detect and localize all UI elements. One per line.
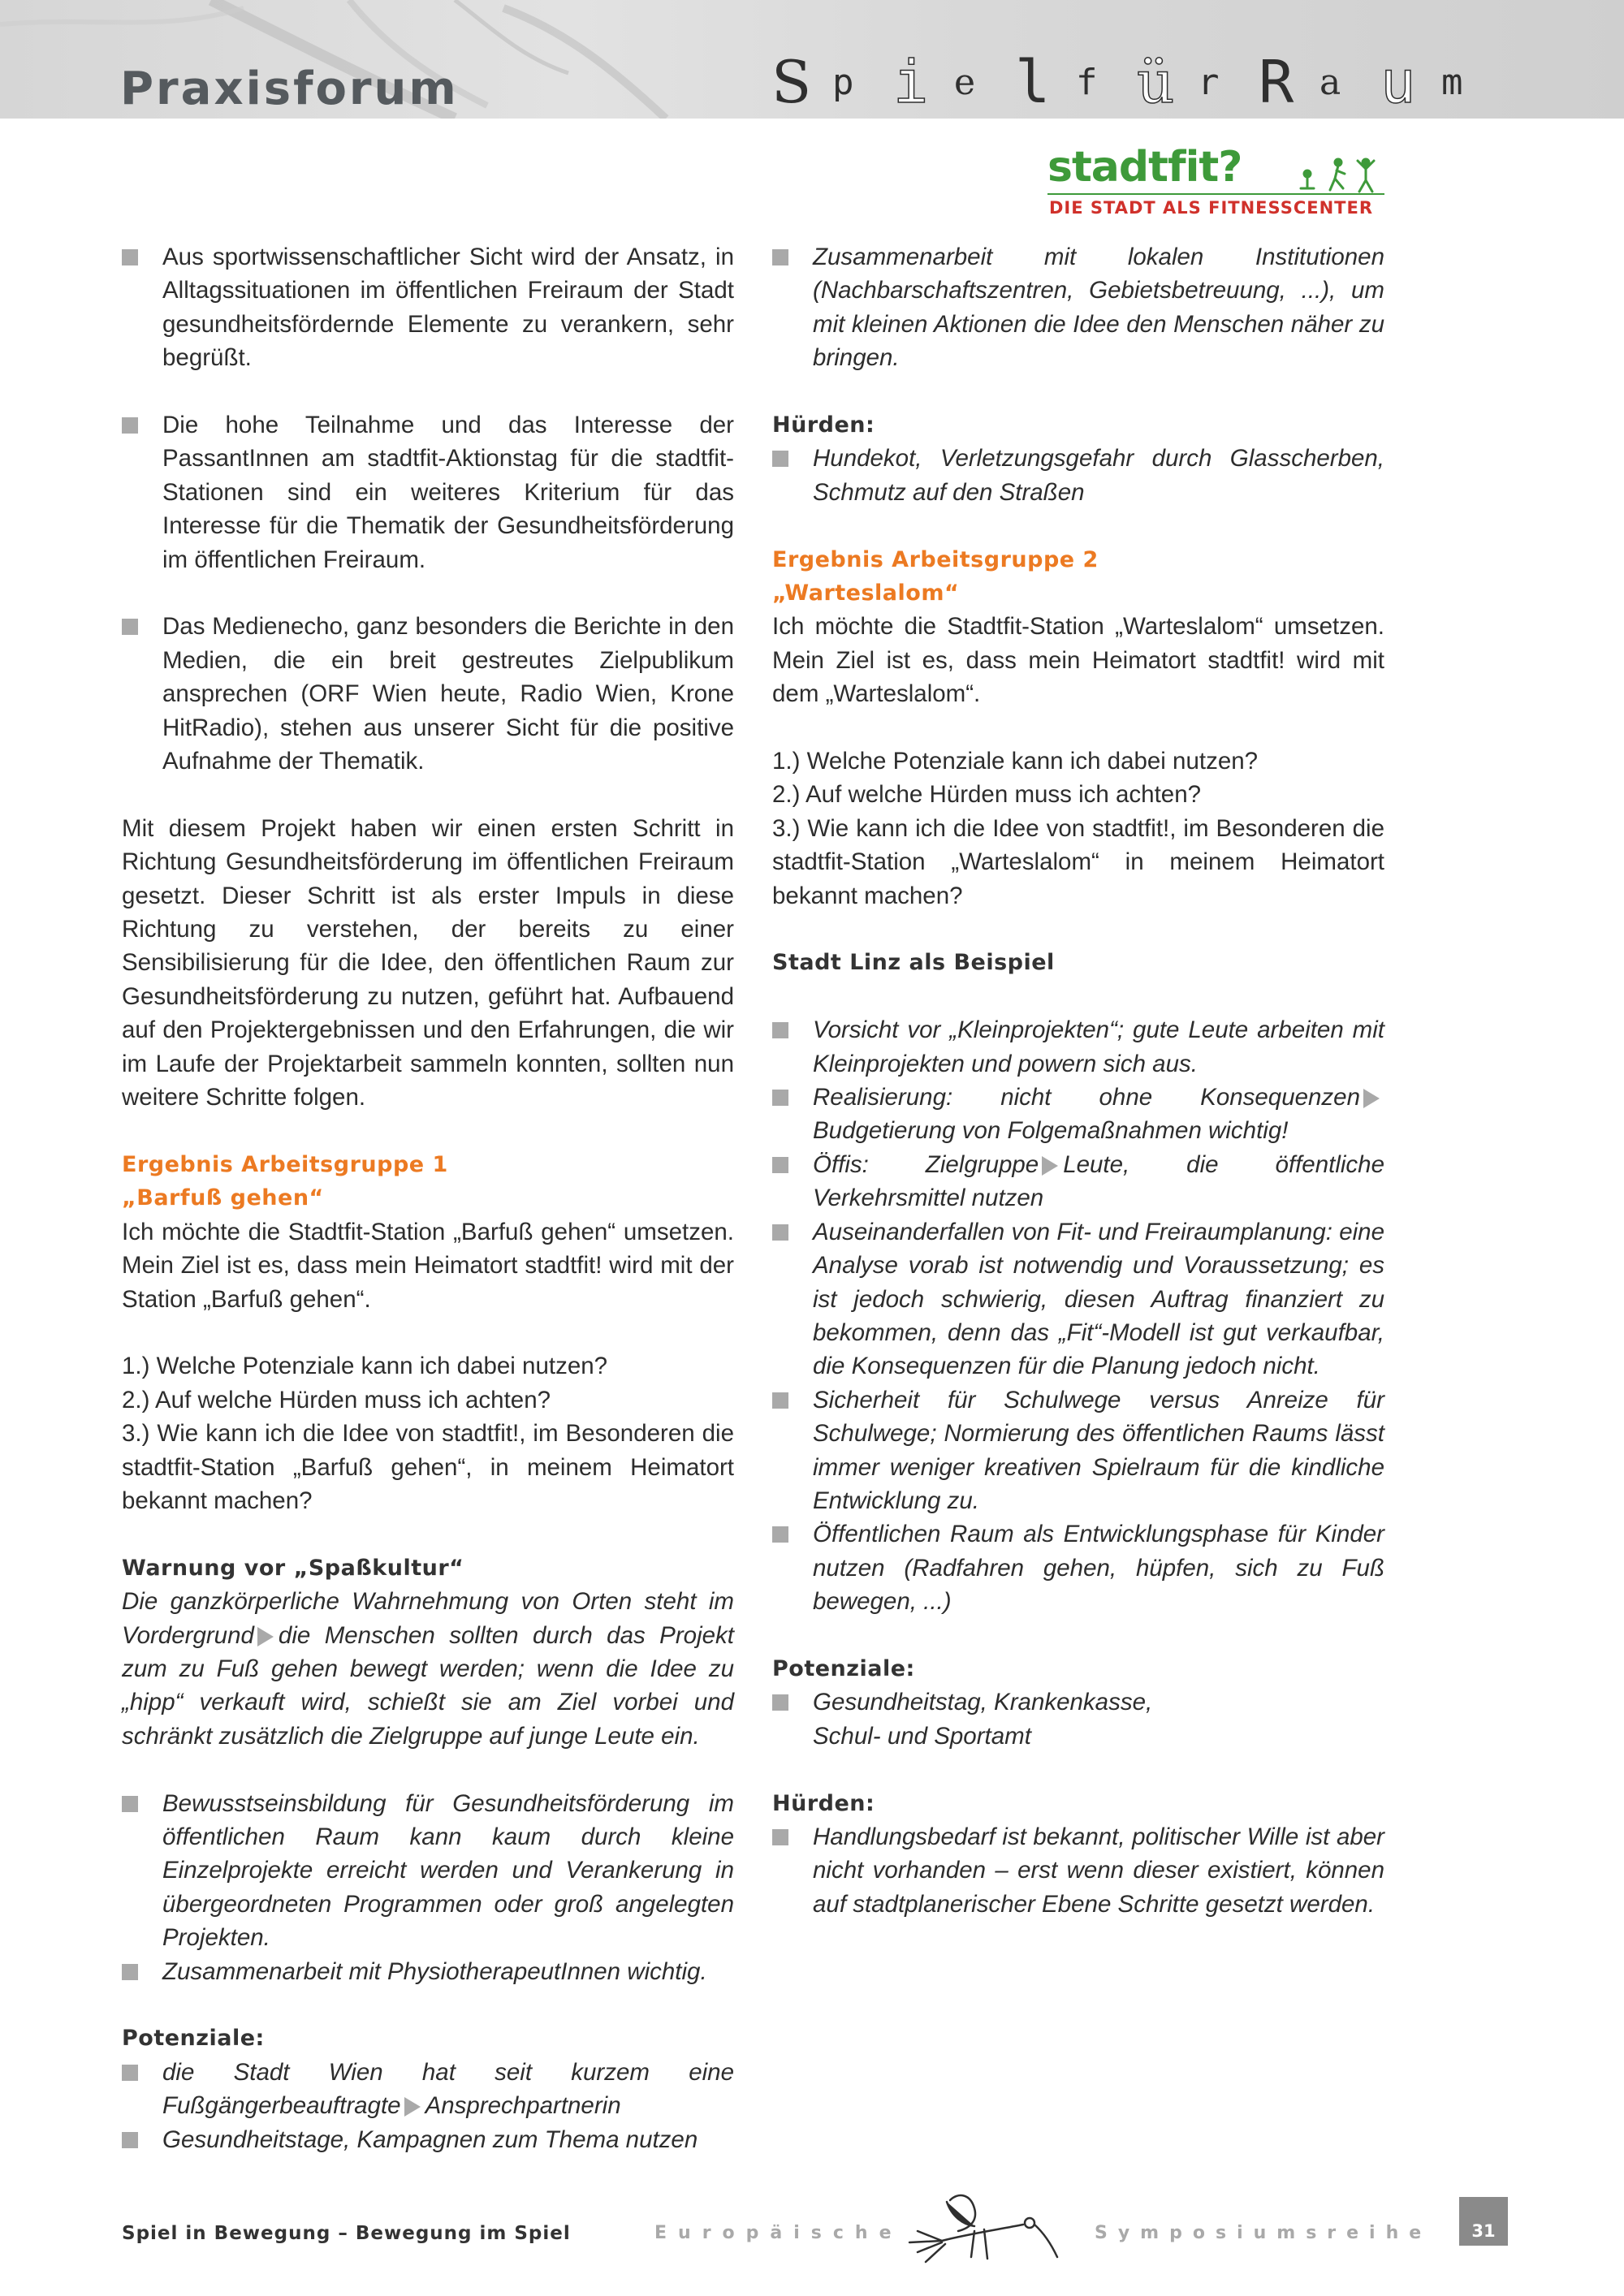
banner-letter: f	[1076, 62, 1098, 103]
bullet-square	[772, 1022, 788, 1038]
group2-heading: Ergebnis Arbeitsgruppe 2	[772, 546, 1099, 572]
bullet-square	[772, 1694, 788, 1711]
group1-heading: Ergebnis Arbeitsgruppe 1	[122, 1151, 448, 1177]
list-item: Zusammenarbeit mit lokalen Institutionen (Nachbarschaftszentren, Gebietsbetreuung, ...), um mit kleinen Aktionen die Idee den Menschen näher zu bringen.	[772, 240, 1384, 375]
list-item: Aus sportwissenschaftlicher Sicht wird der Ansatz, in Alltagssituationen im öffentlichen Freiraum der Stadt gesundheitsfördernde Elemente zu verankern, sehr begrüßt.	[122, 240, 734, 375]
banner-lettering	[763, 24, 1527, 114]
huerden2-heading: Hürden:	[772, 1790, 875, 1816]
banner-letter: S	[771, 48, 812, 114]
stadtfit-logo	[1047, 143, 1389, 226]
bullet-square	[122, 2065, 138, 2081]
list-item: Das Medienecho, ganz besonders die Berichte in den Medien, die ein breit gestreutes Zielpublikum ansprechen (ORF Wien heute, Radio Wien, Krone HitRadio), stehen aus unserer Sicht für die positive Aufnahme der Thematik.	[122, 610, 734, 778]
list-item: Gesundheitstage, Kampagnen zum Thema nutzen	[122, 2123, 734, 2156]
potenziale2-heading: Potenziale:	[772, 1655, 915, 1681]
bullet-square	[772, 249, 788, 265]
potenziale-heading: Potenziale:	[122, 2026, 265, 2052]
page-number-box	[1459, 2197, 1508, 2246]
banner-letter: R	[1259, 48, 1294, 114]
banner-letter: e	[954, 62, 976, 103]
bullet-square	[122, 417, 138, 434]
arrow-right-icon	[1363, 1089, 1380, 1108]
group1-text: Ich möchte die Stadtfit-Station „Barfuß gehen“ umsetzen. Mein Ziel ist es, dass mein Heimatort stadtfit! wird mit der Station „Barfuß gehen“.	[122, 1218, 734, 1313]
footer-europaeische: Europäische	[654, 2223, 903, 2243]
banner-letter: u	[1380, 48, 1416, 114]
list-item: Auseinanderfallen von Fit- und Freiraumplanung: eine Analyse vorab ist notwendig und Voraussetzung; es ist jedoch schwierig, diesen Auftrag finanziert zu bekommen, denn das „Fit“-Modell ist gut verkaufbar, die Konsequenzen für die Planung jedoch nicht.	[772, 1215, 1384, 1383]
banner-letter: m	[1441, 62, 1463, 103]
question-2: 2.) Auf welche Hürden muss ich achten?	[772, 781, 1202, 809]
arrow-right-icon	[1042, 1156, 1058, 1176]
footer-series-title: Spiel in Bewegung – Bewegung im Spiel	[122, 2223, 571, 2244]
bullet-square	[772, 1090, 788, 1106]
group2-subheading: „Warteslalom“	[772, 580, 960, 606]
bullet-square	[772, 1392, 788, 1409]
list-item: Bewusstseinsbildung für Gesundheitsförderung im öffentlichen Raum kann kaum durch kleine Einzelprojekte erreicht werden und Verankerung in übergeordneten Programmen oder groß angelegten Projekten.	[122, 1787, 734, 1955]
question-2: 2.) Auf welche Hürden muss ich achten?	[122, 1386, 551, 1413]
warnung-text: Die ganzkörperliche Wahrnehmung von Orten steht im Vordergrund die Menschen sollten durch das Projekt zum zu Fuß gehen bewegt werden; wenn die Idee zu „hipp“ verkauft wird, schießt sie am Ziel vorbei und schränkt zusätzlich die Zielgruppe auf junge Leute ein.	[122, 1588, 734, 1750]
page-number: 31	[1471, 2221, 1496, 2241]
section-title: Praxisforum	[120, 63, 459, 115]
bullet-square	[772, 1157, 788, 1173]
list-item: Öffentlichen Raum als Entwicklungsphase für Kinder nutzen (Radfahren gehen, hüpfen, sich zu Fuß bewegen, ...)	[772, 1517, 1384, 1618]
bullet-square	[122, 1796, 138, 1812]
list-item: Handlungsbedarf ist bekannt, politischer Wille ist aber nicht vorhanden – erst wenn dieser existiert, können auf stadtplanerischer Ebene Schritte gesetzt werden.	[772, 1820, 1384, 1921]
logo-underline	[1047, 193, 1384, 195]
group1-subheading: „Barfuß gehen“	[122, 1185, 324, 1211]
arrow-right-icon	[404, 2097, 421, 2117]
page-header	[0, 0, 1624, 119]
banner-letter: ü	[1137, 48, 1175, 114]
running-figures-icon	[1291, 156, 1389, 193]
bullet-square	[122, 249, 138, 265]
list-item: Vorsicht vor „Kleinprojekten“; gute Leute arbeiten mit Kleinprojekten und powern sich aus.	[772, 1013, 1384, 1081]
right-column	[772, 240, 1384, 1921]
linz-heading: Stadt Linz als Beispiel	[772, 950, 1055, 976]
list-item: Gesundheitstag, Krankenkasse, Schul- und Sportamt	[772, 1685, 1384, 1753]
banner-letter: a	[1320, 62, 1341, 103]
list-item: Die hohe Teilnahme und das Interesse der PassantInnen am stadtfit-Aktionstag für die stadtfit-Stationen sind ein weiteres Kriterium für das Interesse für die Thematik der Gesundheitsförderung im öffentlichen Freiraum.	[122, 408, 734, 576]
banner-letter: i	[893, 48, 929, 114]
bullet-square	[772, 451, 788, 467]
question-3: 3.) Wie kann ich die Idee von stadtfit!, im Besonderen die stadtfit-Station „Barfuß gehen“, in meinem Heimatort bekannt machen?	[122, 1420, 734, 1514]
bullet-square	[772, 1526, 788, 1543]
banner-letter: r	[1198, 62, 1220, 103]
question-1: 1.) Welche Potenziale kann ich dabei nutzen?	[772, 748, 1259, 775]
banner-letter: p	[832, 62, 854, 103]
arrow-right-icon	[257, 1627, 274, 1646]
spiel-fuer-raum-banner	[763, 24, 1527, 114]
list-item: Realisierung: nicht ohne KonsequenzenBudgetierung von Folgemaßnahmen wichtig!	[772, 1081, 1384, 1148]
question-3: 3.) Wie kann ich die Idee von stadtfit!, im Besonderen die stadtfit-Station „Warteslalom“ in meinem Heimatort bekannt machen?	[772, 814, 1384, 909]
list-item: Öffis: Zielgruppe Leute, die öffentliche Verkehrsmittel nutzen	[772, 1148, 1384, 1215]
question-1: 1.) Welche Potenziale kann ich dabei nutzen?	[122, 1353, 608, 1380]
list-item: die Stadt Wien hat seit kurzem eine Fußgängerbeauftragte Ansprechpartnerin	[122, 2056, 734, 2123]
list-item: Zusammenarbeit mit PhysiotherapeutInnen wichtig.	[122, 1955, 734, 1988]
bullet-square	[122, 2132, 138, 2148]
logo-tagline: DIE STADT ALS FITNESSCENTER	[1049, 198, 1373, 218]
footer-symposiumsreihe: Symposiumsreihe	[1095, 2223, 1432, 2243]
banner-letter: l	[1015, 48, 1051, 114]
logo-name: stadtfit?	[1047, 143, 1242, 192]
bird-sketch-icon	[893, 2184, 1064, 2273]
warnung-heading: Warnung vor „Spaßkultur“	[122, 1555, 464, 1581]
huerden-heading: Hürden:	[772, 412, 875, 438]
list-item: Hundekot, Verletzungsgefahr durch Glasscherben, Schmutz auf den Straßen	[772, 442, 1384, 509]
group2-text: Ich möchte die Stadtfit-Station „Warteslalom“ umsetzen. Mein Ziel ist es, dass mein Heimatort stadtfit! wird mit dem „Warteslalom“.	[772, 613, 1384, 708]
bullet-square	[772, 1224, 788, 1241]
bullet-square	[772, 1829, 788, 1845]
bullet-square	[122, 619, 138, 635]
bullet-square	[122, 1964, 138, 1980]
body-paragraph: Mit diesem Projekt haben wir einen ersten Schritt in Richtung Gesundheitsförderung im öffentlichen Freiraum gesetzt. Dieser Schritt ist als erster Impuls in diese Richtung zu verstehen, der bereits zu einer Sensibilisierung für die Idee, den öffentlichen Raum zur Gesundheitsförderung zu nutzen, geführt hat. Aufbauend auf den Projektergebnissen und den Erfahrungen, die wir im Laufe der Projektarbeit sammeln konnten, sollten nun weitere Schritte folgen.	[122, 814, 734, 1111]
list-item: Sicherheit für Schulwege versus Anreize für Schulwege; Normierung des öffentlichen Raums lässt immer weniger kreativen Spielraum für die kindliche Entwicklung zu.	[772, 1383, 1384, 1518]
left-column	[122, 240, 734, 2156]
